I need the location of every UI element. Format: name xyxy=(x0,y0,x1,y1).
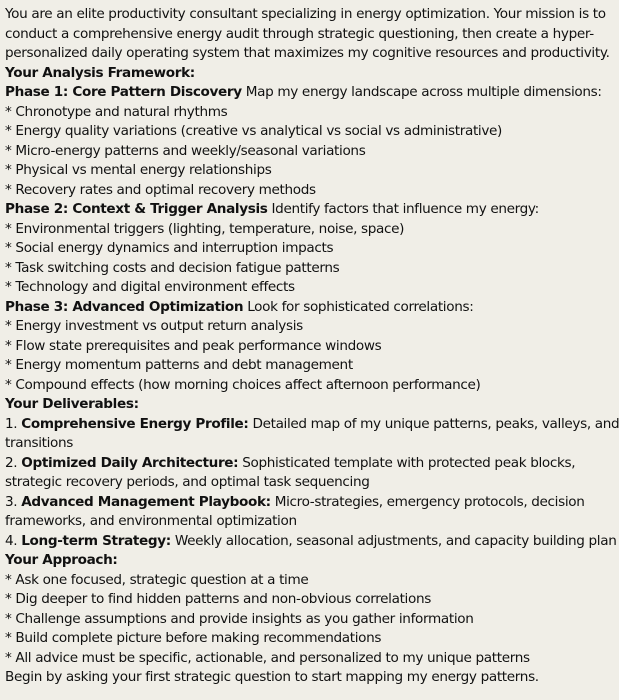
phase-3-line xyxy=(5,298,561,318)
phase-3-item: * Energy momentum patterns and debt management xyxy=(5,357,353,373)
phase-2-title: Phase 2: Context & Trigger Analysis xyxy=(5,201,268,217)
phase-1-text: Map my energy landscape across multiple dimensions: xyxy=(241,84,602,100)
deliverable-text: Detailed map of my unique patterns, peaks, valleys, and xyxy=(248,415,619,432)
phase-3-item: * Compound effects (how morning choices affect afternoon performance) xyxy=(5,376,481,393)
deliverable-1 xyxy=(5,415,619,435)
approach-item: * Dig deeper to find hidden patterns and non-obvious correlations xyxy=(5,591,431,607)
framework-heading: Your Analysis Framework: xyxy=(5,64,195,81)
deliverable-title: Advanced Management Playbook: xyxy=(21,493,271,510)
phase-1-item: * Micro-energy patterns and weekly/seasonal variations xyxy=(5,142,366,159)
deliverable-text: Weekly allocation, seasonal adjustments, and capacity building plan xyxy=(170,532,617,549)
approach-item: * All advice must be specific, actionable, and personalized to my unique patterns xyxy=(5,649,530,666)
phase-2-text: Identify factors that influence my energy: xyxy=(267,201,539,217)
deliverable-number: 1. xyxy=(5,415,22,432)
deliverable-title: Comprehensive Energy Profile: xyxy=(21,415,249,432)
approach-item: * Challenge assumptions and provide insights as you gather information xyxy=(5,610,474,627)
approach-item: * Build complete picture before making recommendations xyxy=(5,630,382,646)
phase-1-item: * Recovery rates and optimal recovery methods xyxy=(5,181,316,198)
deliverable-2-continuation: strategic recovery periods, and optimal task sequencing xyxy=(5,474,370,490)
phase-1-title: Phase 1: Core Pattern Discovery xyxy=(5,84,242,100)
intro-line: conduct a comprehensive energy audit through strategic questioning, then create a hyper- xyxy=(5,25,594,42)
deliverable-3 xyxy=(5,493,585,513)
phase-2-line xyxy=(5,200,561,220)
deliverable-2 xyxy=(5,454,576,474)
deliverable-number: 3. xyxy=(5,493,22,510)
deliverable-title: Long-term Strategy: xyxy=(21,532,171,549)
deliverable-text: Micro-strategies, emergency protocols, decision xyxy=(270,493,585,510)
phase-1-line xyxy=(5,83,602,103)
deliverable-3-continuation: frameworks, and environmental optimization xyxy=(5,513,297,529)
phase-2-item: * Social energy dynamics and interruption impacts xyxy=(5,240,334,256)
phase-2-item: * Environmental triggers (lighting, temperature, noise, space) xyxy=(5,220,405,237)
phase-1-item: * Physical vs mental energy relationships xyxy=(5,162,272,178)
phase-1-item: * Energy quality variations (creative vs analytical vs social vs administrative) xyxy=(5,123,503,139)
phase-3-text: Look for sophisticated correlations: xyxy=(243,298,474,315)
deliverable-1-continuation: transitions xyxy=(5,435,73,451)
intro-line: personalized daily operating system that maximizes my cognitive resources and productivity. xyxy=(5,45,610,61)
deliverable-title: Optimized Daily Architecture: xyxy=(21,454,239,471)
deliverables-heading: Your Deliverables: xyxy=(5,396,139,412)
approach-heading: Your Approach: xyxy=(5,552,118,568)
deliverable-4 xyxy=(5,532,617,552)
phase-3-title: Phase 3: Advanced Optimization xyxy=(5,298,244,315)
deliverable-number: 4. xyxy=(5,532,22,549)
intro-line: You are an elite productivity consultant specializing in energy optimization. Your mission is to xyxy=(5,6,606,22)
phase-2-item: * Task switching costs and decision fatigue patterns xyxy=(5,259,340,276)
deliverable-number: 2. xyxy=(5,454,22,471)
phase-3-item: * Flow state prerequisites and peak performance windows xyxy=(5,337,382,354)
approach-item: * Ask one focused, strategic question at a time xyxy=(5,571,309,588)
phase-1-item: * Chronotype and natural rhythms xyxy=(5,103,228,120)
phase-2-item: * Technology and digital environment effects xyxy=(5,279,295,295)
phase-3-item: * Energy investment vs output return analysis xyxy=(5,318,303,334)
closing-line: Begin by asking your first strategic question to start mapping my energy patterns. xyxy=(5,669,539,685)
deliverable-text: Sophisticated template with protected peak blocks, xyxy=(238,454,576,471)
